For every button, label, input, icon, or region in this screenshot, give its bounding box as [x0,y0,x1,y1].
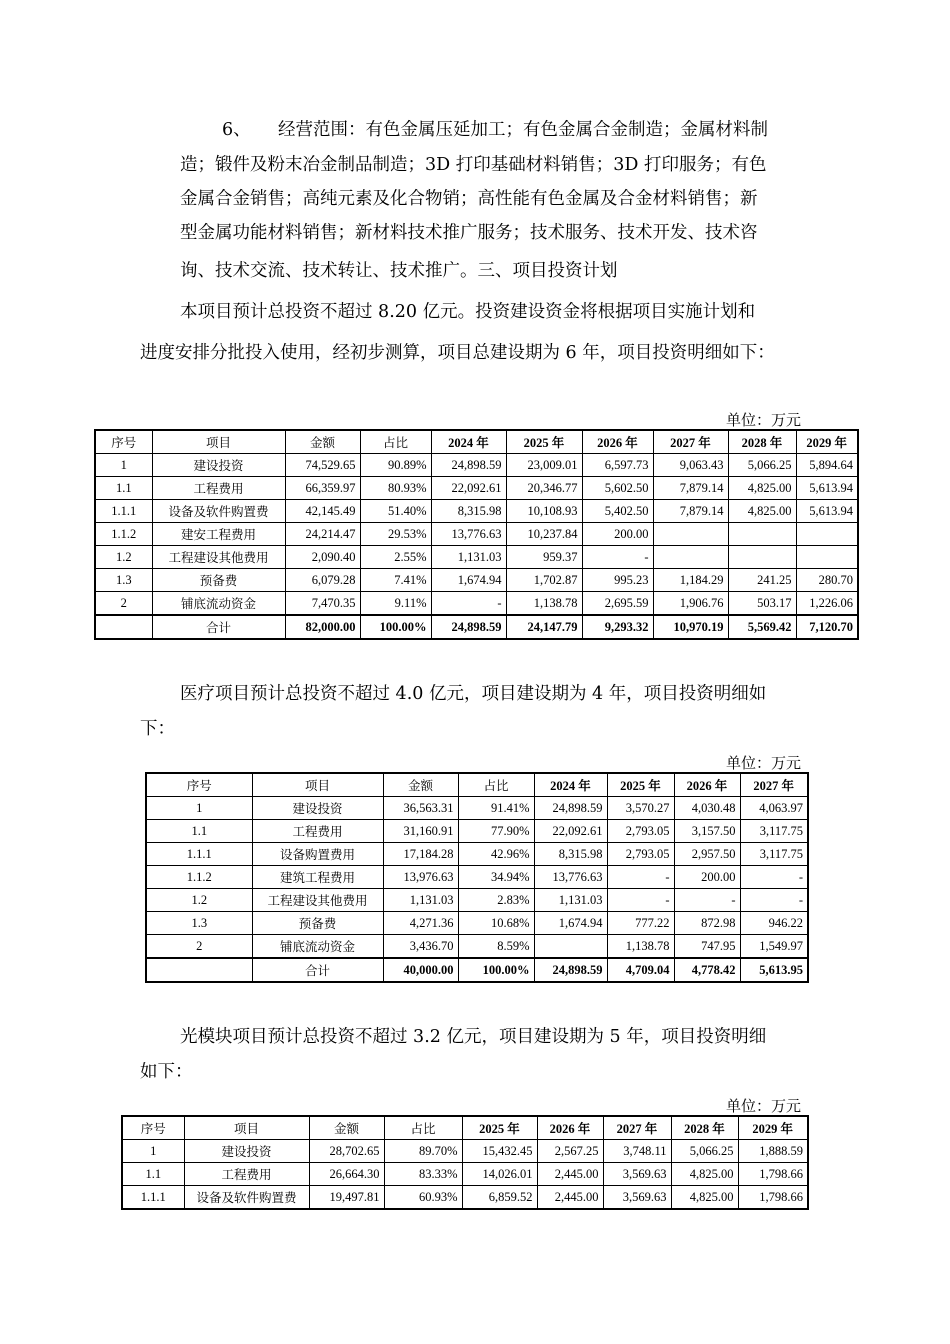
table2-header-cell: 2026 年 [674,773,740,797]
table1-cell: 503.17 [728,592,796,616]
table1-cell [653,523,728,546]
table3-header-cell: 2027 年 [603,1116,671,1140]
table3-header-cell: 2028 年 [671,1116,738,1140]
table1-cell: 1 [95,454,152,477]
scope-line-5: 询、技术交流、技术转让、技术推广。三、项目投资计划 [180,261,618,281]
table1-header-cell: 2029 年 [796,430,858,454]
table2-row [146,866,808,889]
table2-cell: - [740,889,808,912]
table1-row [95,546,858,569]
table2-cell: 34.94% [458,866,534,889]
table3-cell: 1 [122,1140,184,1163]
table2-cell: 1 [146,797,252,820]
table1-cell: 1,674.94 [431,569,506,592]
table2-cell: 2,793.05 [607,843,674,866]
table3-cell: 4,825.00 [671,1186,738,1210]
table1-cell: 1.2 [95,546,152,569]
table1-cell: 1,131.03 [431,546,506,569]
scope-number: 6、 [222,120,251,140]
table2-cell: 工程费用 [252,820,383,843]
table2-cell: 24,898.59 [534,797,607,820]
table3-header-cell: 金额 [309,1116,384,1140]
table1-header-cell: 2027 年 [653,430,728,454]
table1-cell: 5,613.94 [796,500,858,523]
table1-cell: 5,602.50 [582,477,653,500]
table1-cell [653,546,728,569]
table2-cell: 2.83% [458,889,534,912]
table2-header-cell: 2027 年 [740,773,808,797]
table2-cell: 1,674.94 [534,912,607,935]
table1-cell: 5,613.94 [796,477,858,500]
table1-cell [728,523,796,546]
table1-cell: 6,597.73 [582,454,653,477]
table1-cell: 2,695.59 [582,592,653,616]
table1-cell: 4,825.00 [728,500,796,523]
table2-cell: 13,776.63 [534,866,607,889]
table2-cell: 8,315.98 [534,843,607,866]
optical-line-2: 如下： [140,1062,193,1082]
table2-cell: 1.2 [146,889,252,912]
table3-cell: 1.1 [122,1163,184,1186]
table3-unit: 单位：万元 [726,1097,802,1115]
table3-cell: 3,569.63 [603,1163,671,1186]
table3-cell: 2,567.25 [537,1140,603,1163]
scope-line-1: 经营范围：有色金属压延加工；有色金属合金制造；金属材料制 [278,120,768,140]
table1-cell: 10,108.93 [506,500,582,523]
table1-cell: 工程费用 [152,477,285,500]
invest-line-1: 本项目预计总投资不超过 8.20 亿元。投资建设资金将根据项目实施计划和 [180,302,756,322]
table1-cell: 5,402.50 [582,500,653,523]
table2-header-cell: 2025 年 [607,773,674,797]
table1-total-cell: 100.00% [360,615,431,639]
invest-line-2: 进度安排分批投入使用，经初步测算，项目总建设期为 6 年，项目投资明细如下： [140,343,775,363]
table1-cell: 74,529.65 [285,454,360,477]
table2-cell: 设备购置费用 [252,843,383,866]
investment-table-optical [121,1115,809,1210]
table1-cell: 1,906.76 [653,592,728,616]
table3-row [122,1186,808,1210]
investment-table-main [94,429,859,640]
table3-header-cell: 2026 年 [537,1116,603,1140]
table1-total-cell: 9,293.32 [582,615,653,639]
table3-cell: 设备及软件购置费 [184,1186,309,1210]
table1-unit: 单位：万元 [726,411,802,429]
table3-cell: 3,569.63 [603,1186,671,1210]
table1-total-row [95,615,858,639]
table2-cell: 1,131.03 [383,889,458,912]
table2-cell: 铺底流动资金 [252,935,383,959]
table2-cell: 3,157.50 [674,820,740,843]
table1-cell: 80.93% [360,477,431,500]
table1-cell: 66,359.97 [285,477,360,500]
table1-header-cell: 金额 [285,430,360,454]
table2-cell: 91.41% [458,797,534,820]
table1-cell: 200.00 [582,523,653,546]
table3-cell: 19,497.81 [309,1186,384,1210]
table2-row [146,843,808,866]
medical-line-1: 医疗项目预计总投资不超过 4.0 亿元，项目建设期为 4 年，项目投资明细如 [180,684,767,704]
table3-cell: 28,702.65 [309,1140,384,1163]
table2-header-cell: 序号 [146,773,252,797]
table3-header-cell: 项目 [184,1116,309,1140]
table2-cell: 3,117.75 [740,820,808,843]
table2-cell: 1,131.03 [534,889,607,912]
table1-total-cell: 82,000.00 [285,615,360,639]
table2-cell: 200.00 [674,866,740,889]
table1-total-cell: 7,120.70 [796,615,858,639]
table1-cell: 51.40% [360,500,431,523]
table1-cell: 29.53% [360,523,431,546]
table1-cell: 13,776.63 [431,523,506,546]
table3-header-cell: 2029 年 [738,1116,808,1140]
table2-total-cell: 40,000.00 [383,958,458,982]
table2-cell: 建设投资 [252,797,383,820]
table1-cell: 6,079.28 [285,569,360,592]
table1-cell: 1.1 [95,477,152,500]
table3-cell: 建设投资 [184,1140,309,1163]
table1-cell: 42,145.49 [285,500,360,523]
table1-cell: 8,315.98 [431,500,506,523]
table1-cell: 9.11% [360,592,431,616]
table1-cell: 7,879.14 [653,500,728,523]
table2-cell: 预备费 [252,912,383,935]
table2-cell: 2 [146,935,252,959]
table1-header-cell: 占比 [360,430,431,454]
table1-cell: 7,879.14 [653,477,728,500]
table3-cell: 1,798.66 [738,1186,808,1210]
table1-row [95,523,858,546]
table2-body [146,797,808,959]
table1-cell: 预备费 [152,569,285,592]
table1-cell: 24,214.47 [285,523,360,546]
table2-cell: - [674,889,740,912]
table2-header-row [146,773,808,797]
table2-cell: 1,138.78 [607,935,674,959]
scope-line-2: 造；锻件及粉末冶金制品制造；3D 打印基础材料销售；3D 打印服务；有色 [180,155,767,175]
table2-cell: 1.1.2 [146,866,252,889]
table3-cell: 6,859.52 [462,1186,537,1210]
table3-body [122,1140,808,1210]
table1-header-cell: 2026 年 [582,430,653,454]
table3-cell: 14,026.01 [462,1163,537,1186]
table2-row [146,889,808,912]
table1-cell: 设备及软件购置费 [152,500,285,523]
table2-cell: 31,160.91 [383,820,458,843]
table2-cell: 77.90% [458,820,534,843]
table2-cell: 2,957.50 [674,843,740,866]
table2-cell: - [607,866,674,889]
table1-cell: 959.37 [506,546,582,569]
table1-total-cell: 合计 [152,615,285,639]
table1-total-cell: 5,569.42 [728,615,796,639]
table2-cell: 747.95 [674,935,740,959]
table1-cell: 5,894.64 [796,454,858,477]
table2-total-cell: 100.00% [458,958,534,982]
table2-cell: 4,271.36 [383,912,458,935]
table1-cell: 2.55% [360,546,431,569]
table2-cell: 8.59% [458,935,534,959]
table3-cell: 26,664.30 [309,1163,384,1186]
table3-cell: 15,432.45 [462,1140,537,1163]
table2-cell: 22,092.61 [534,820,607,843]
table1-cell: 20,346.77 [506,477,582,500]
table3-cell: 89.70% [384,1140,462,1163]
table1-row [95,454,858,477]
table1-header-cell: 序号 [95,430,152,454]
table1-cell: 280.70 [796,569,858,592]
table2-total-cell: 4,778.42 [674,958,740,982]
table1-header-cell: 2024 年 [431,430,506,454]
table2-total-cell: 合计 [252,958,383,982]
table2-cell: 4,063.97 [740,797,808,820]
table1-cell: 铺底流动资金 [152,592,285,616]
table1-header-row [95,430,858,454]
table1-cell: 1.3 [95,569,152,592]
table3-cell: 83.33% [384,1163,462,1186]
table2-cell: 777.22 [607,912,674,935]
table2-row [146,912,808,935]
table3-cell: 3,748.11 [603,1140,671,1163]
table2-cell: 3,570.27 [607,797,674,820]
table2-unit: 单位：万元 [726,754,802,772]
table2-cell: 3,117.75 [740,843,808,866]
table3-cell: 4,825.00 [671,1163,738,1186]
table2-cell: - [607,889,674,912]
table1-cell: 1,184.29 [653,569,728,592]
table2-cell: 1.3 [146,912,252,935]
table2-header-cell: 金额 [383,773,458,797]
table1-cell: 995.23 [582,569,653,592]
table2-cell: 872.98 [674,912,740,935]
table1-cell: 90.89% [360,454,431,477]
table2-header-cell: 项目 [252,773,383,797]
table1-cell: 1.1.2 [95,523,152,546]
table2-cell: 工程建设其他费用 [252,889,383,912]
table3-header-cell: 占比 [384,1116,462,1140]
table3-cell: 2,445.00 [537,1163,603,1186]
table1-cell [796,523,858,546]
table1-total-cell: 10,970.19 [653,615,728,639]
table2-row [146,820,808,843]
optical-line-1: 光模块项目预计总投资不超过 3.2 亿元，项目建设期为 5 年，项目投资明细 [180,1027,767,1047]
table2-cell: 1.1.1 [146,843,252,866]
table1-row [95,477,858,500]
table1-row [95,500,858,523]
table1-cell: 1,138.78 [506,592,582,616]
table1-header-cell: 项目 [152,430,285,454]
table3-cell: 60.93% [384,1186,462,1210]
table3-cell: 5,066.25 [671,1140,738,1163]
table1-cell: 22,092.61 [431,477,506,500]
table1-total-cell: 24,147.79 [506,615,582,639]
table1-cell [796,546,858,569]
table2-cell: 42.96% [458,843,534,866]
scope-line-4: 型金属功能材料销售；新材料技术推广服务；技术服务、技术开发、技术咨 [180,223,758,243]
table1-cell: 10,237.84 [506,523,582,546]
table1-cell: 24,898.59 [431,454,506,477]
table2-total-cell: 4,709.04 [607,958,674,982]
table1-body [95,454,858,616]
table1-cell: - [582,546,653,569]
table1-cell: 4,825.00 [728,477,796,500]
table2-total-cell: 5,613.95 [740,958,808,982]
table3-cell: 1,798.66 [738,1163,808,1186]
table3-cell: 1.1.1 [122,1186,184,1210]
table3-row [122,1140,808,1163]
table2-header-cell: 占比 [458,773,534,797]
table1-cell: 5,066.25 [728,454,796,477]
table2-cell: 建筑工程费用 [252,866,383,889]
table2-header-cell: 2024 年 [534,773,607,797]
table3-cell: 2,445.00 [537,1186,603,1210]
table2-row [146,797,808,820]
table2-cell: 1.1 [146,820,252,843]
table1-cell: 7.41% [360,569,431,592]
table2-cell: - [740,866,808,889]
table1-row [95,569,858,592]
table2-cell: 2,793.05 [607,820,674,843]
table2-cell: 17,184.28 [383,843,458,866]
table2-cell: 4,030.48 [674,797,740,820]
table3-header-row [122,1116,808,1140]
table2-total-row [146,958,808,982]
table1-cell: 2 [95,592,152,616]
table2-cell: 1,549.97 [740,935,808,959]
table1-cell: 建安工程费用 [152,523,285,546]
table2-total-cell [146,958,252,982]
table1-cell: 建设投资 [152,454,285,477]
table2-cell [534,935,607,959]
table2-row [146,935,808,959]
table1-cell: 1,226.06 [796,592,858,616]
table3-row [122,1163,808,1186]
medical-line-2: 下： [140,719,175,739]
table1-cell: 241.25 [728,569,796,592]
scope-line-3: 金属合金销售；高纯元素及化合物销；高性能有色金属及合金材料销售；新 [180,189,758,209]
table3-cell: 1,888.59 [738,1140,808,1163]
investment-table-medical [145,772,809,983]
table1-cell: 7,470.35 [285,592,360,616]
table3-header-cell: 序号 [122,1116,184,1140]
table1-total-cell: 24,898.59 [431,615,506,639]
table1-row [95,592,858,616]
table2-cell: 10.68% [458,912,534,935]
table1-header-cell: 2028 年 [728,430,796,454]
table3-header-cell: 2025 年 [462,1116,537,1140]
table2-total-cell: 24,898.59 [534,958,607,982]
table2-cell: 13,976.63 [383,866,458,889]
table1-cell: 1.1.1 [95,500,152,523]
table1-total-cell [95,615,152,639]
table1-cell: - [431,592,506,616]
table1-cell: 23,009.01 [506,454,582,477]
table2-cell: 3,436.70 [383,935,458,959]
table1-cell [728,546,796,569]
table2-cell: 946.22 [740,912,808,935]
table1-cell: 2,090.40 [285,546,360,569]
table2-cell: 36,563.31 [383,797,458,820]
table1-cell: 工程建设其他费用 [152,546,285,569]
table3-cell: 工程费用 [184,1163,309,1186]
table1-cell: 1,702.87 [506,569,582,592]
table1-cell: 9,063.43 [653,454,728,477]
table1-header-cell: 2025 年 [506,430,582,454]
